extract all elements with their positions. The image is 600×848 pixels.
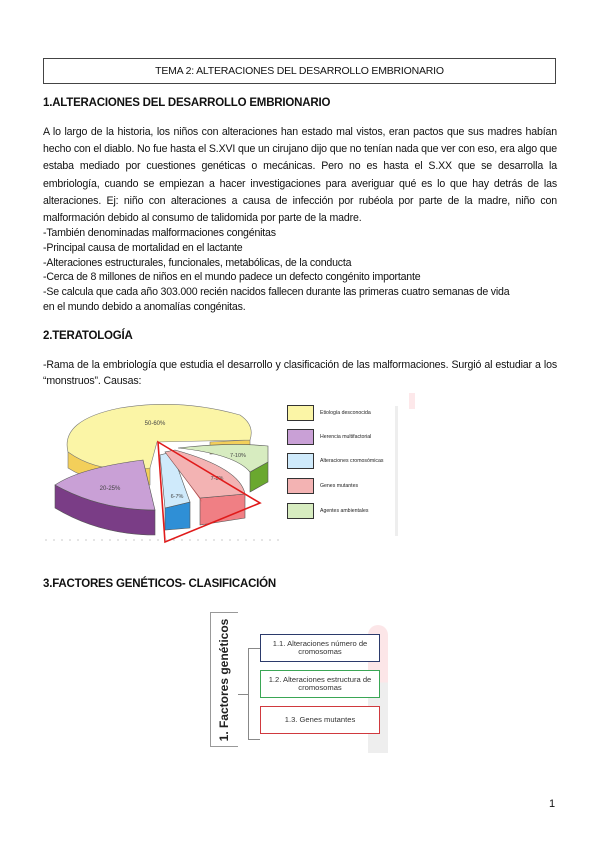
svg-text:20-25%: 20-25% (99, 486, 121, 492)
legend-swatch (287, 478, 314, 494)
legend-swatch (287, 429, 314, 445)
document-title-box (43, 58, 556, 84)
decorative-shape (409, 393, 415, 409)
legend-swatch (287, 405, 314, 421)
legend-label: Genes mutantes (320, 483, 359, 489)
diagram-root-label: 1. Factores genéticos (217, 618, 231, 742)
chart-legend (285, 406, 398, 536)
legend-label: Herencia multifactorial (320, 434, 372, 440)
diagram-child-box: 1.2. Alteraciones estructura de cromosomas (260, 670, 380, 698)
svg-text:7-8%: 7-8% (210, 476, 224, 482)
legend-label: Alteraciones cromosómicas (320, 458, 384, 464)
pie-chart-graphic (40, 390, 290, 550)
legend-item (287, 430, 371, 444)
svg-text:7-10%: 7-10% (230, 453, 246, 459)
diagram-child-box: 1.1. Alteraciones número de cromosomas (260, 634, 380, 662)
section-2-heading: 2.TERATOLOGÍA (43, 330, 133, 342)
legend-item (287, 504, 368, 518)
document-title: TEMA 2: ALTERACIONES DEL DESARROLLO EMBRIONARIO (155, 65, 444, 77)
section-1-bullet-list (43, 226, 557, 315)
section-1-heading: 1.ALTERACIONES DEL DESARROLLO EMBRIONARIO (43, 97, 331, 109)
svg-text:6-7%: 6-7% (170, 494, 184, 500)
legend-item (287, 454, 383, 468)
legend-label: Agentes ambientales (320, 508, 369, 514)
legend-label: Etiología desconocida (320, 410, 371, 416)
section-3-heading: 3.FACTORES GENÉTICOS- CLASIFICACIÓN (43, 578, 277, 590)
legend-item (287, 406, 371, 420)
legend-swatch (287, 453, 314, 469)
bullet-item: -Principal causa de mortalidad en el lactante (43, 241, 243, 254)
bullet-item: -Cerca de 8 millones de niños en el mundo padece un defecto congénito importante (43, 271, 421, 284)
bullet-item: -Alteraciones estructurales, funcionales, metabólicas, de la conducta (43, 256, 352, 269)
diagram-child-box: 1.3. Genes mutantes (260, 706, 380, 734)
page-number: 1 (549, 798, 556, 810)
genetic-factors-diagram (210, 612, 390, 752)
svg-text:50-60%: 50-60% (144, 421, 166, 427)
bullet-item: en el mundo debido a anomalías congénitas. (43, 300, 246, 313)
bullet-item: -Se calcula que cada año 303.000 recién nacidos fallecen durante las primeras cuatro semanas de vida (43, 286, 510, 299)
section-1-paragraph: A lo largo de la historia, los niños con alteraciones han estado mal vistos, eran pactos que sus madres habían hecho con el diablo. No fue hasta el S.XVI que un cirujano dijo que no tenían nada que ver con eso, era algo que estaba mediado por cuestiones genéticas o mecánicas. Pero no es hasta el S.XX que se desarrolla la embriología, cuando se empiezan a hacer investigaciones para averiguar qué es lo que hay detrás de las alteraciones. Ej: niño con alteraciones a causa de infección por rubéola por parte de la madre, niño con malformación debido al consumo de talidomida por parte de la madre. (43, 126, 557, 225)
legend-swatch (287, 503, 314, 519)
bullet-item: -También denominadas malformaciones congénitas (43, 227, 276, 239)
section-2-paragraph: -Rama de la embriología que estudia el desarrollo y clasificación de las malformaciones. Surgió al estudiar a los “monstruos”. Causas: (43, 359, 557, 387)
legend-item (287, 479, 358, 493)
